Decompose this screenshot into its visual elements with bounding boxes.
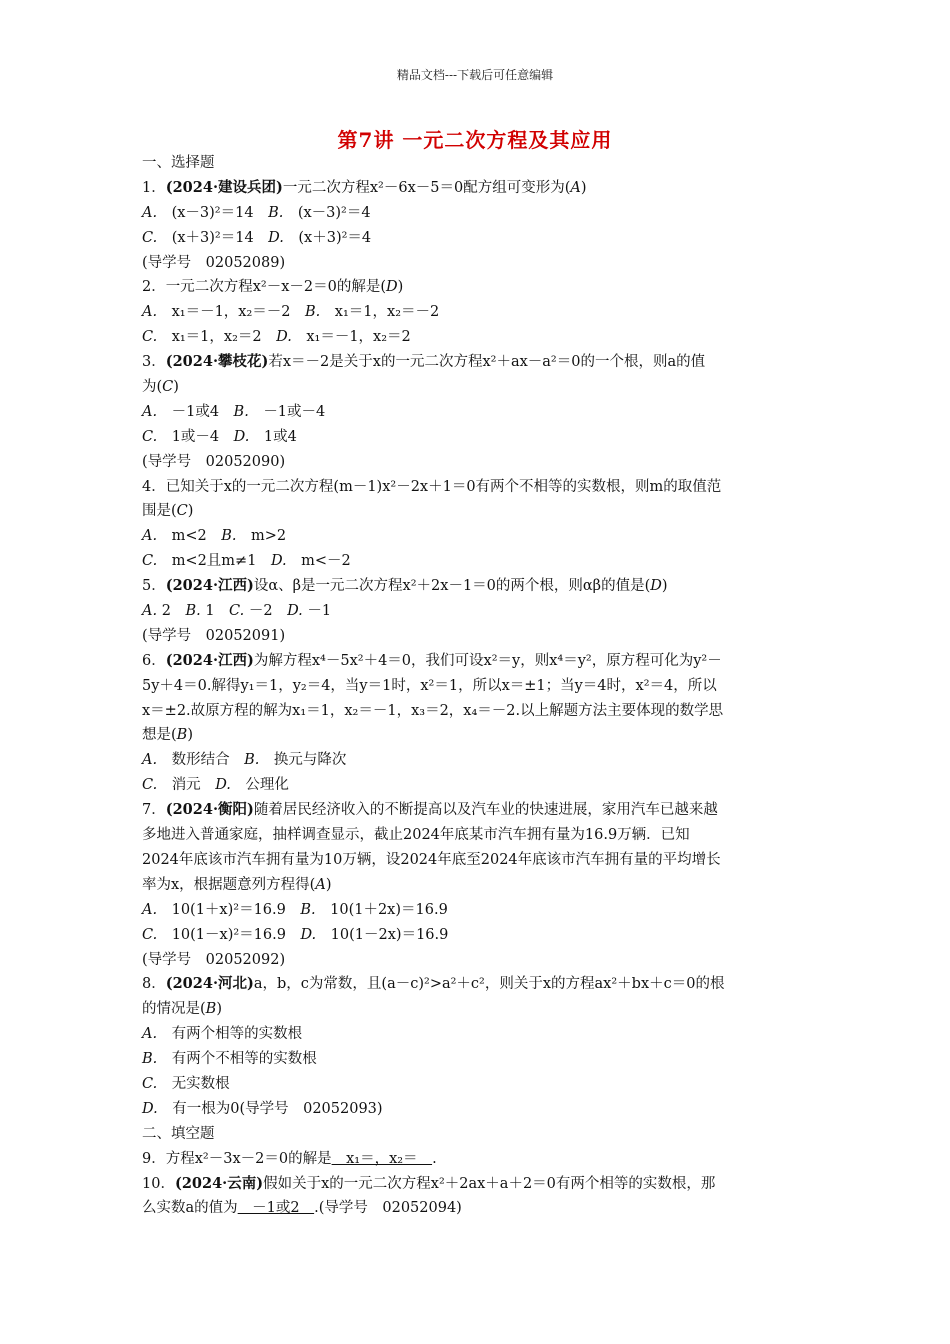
- question-6-line2: 5y＋4＝0.解得y₁＝1，y₂＝4，当y＝1时，x²＝1，所以x＝±1；当y＝4时，x²＝4，所以: [142, 677, 717, 694]
- q1-options-cd: [142, 226, 810, 251]
- q4-number: 4．: [142, 478, 166, 495]
- q1-option-b: (x－3)²＝4: [297, 204, 371, 221]
- q1-option-c: (x＋3)²＝14: [171, 229, 254, 246]
- question-2: [142, 275, 810, 300]
- q7-close: ): [325, 876, 332, 893]
- q5-option-b: 1: [205, 603, 215, 620]
- q10-answer-blank: －1或2: [237, 1200, 315, 1217]
- q2-number: 2．: [142, 279, 166, 296]
- option-label-d: D.: [287, 603, 303, 620]
- q8-option-c-line: [142, 1072, 810, 1097]
- q3-option-b: －1或－4: [263, 403, 326, 420]
- q8-option-a-line: [142, 1022, 810, 1047]
- q6-options-ab: [142, 748, 810, 773]
- q8-guide: (导学号 02052093): [239, 1100, 383, 1117]
- q3-options-ab: [142, 400, 810, 425]
- q5-option-a: 2: [161, 603, 171, 620]
- q1-guide: (导学号 02052089): [142, 254, 286, 271]
- q5-option-d: －1: [307, 603, 332, 620]
- q5-options: [142, 599, 810, 624]
- q8-option-b-line: [142, 1047, 810, 1072]
- q7-options-ab: [142, 898, 810, 923]
- q1-option-a: (x－3)²＝14: [171, 204, 254, 221]
- q6-option-d: 公理化: [245, 777, 289, 794]
- q3-guide: (导学号 02052090): [142, 453, 286, 470]
- q3-option-d: 1或4: [263, 428, 297, 445]
- option-label-a: A.: [142, 603, 158, 620]
- question-7-line4: [142, 873, 810, 898]
- option-label-d: D.: [215, 777, 231, 794]
- q4-options-cd: [142, 549, 810, 574]
- q3-text-cont: 为(: [142, 379, 163, 396]
- option-label-a: A.: [142, 1026, 158, 1043]
- q2-answer: D: [386, 279, 398, 296]
- option-label-d: D.: [142, 1100, 158, 1117]
- q6-number: 6．: [142, 652, 166, 669]
- question-7-line2: 多地进入普通家庭，抽样调查显示，截止2024年底某市汽车拥有量为16.9万辆．已知: [142, 827, 690, 844]
- q4-option-d: m<－2: [301, 553, 351, 570]
- q2-options-ab: [142, 300, 810, 325]
- option-label-c: C.: [229, 603, 245, 620]
- q6-options-cd: [142, 773, 810, 798]
- question-3-cont: [142, 375, 810, 400]
- question-4-cont: [142, 499, 810, 524]
- q4-option-c: m<2且m≠1: [171, 553, 257, 570]
- option-label-b: B.: [244, 752, 260, 769]
- option-label-c: C.: [142, 926, 158, 943]
- q8-option-c: 无实数根: [171, 1075, 230, 1092]
- option-label-c: C.: [142, 553, 158, 570]
- q3-source: (2024·攀枝花): [165, 353, 269, 371]
- option-label-d: D.: [233, 428, 250, 445]
- option-label-c: C.: [142, 329, 158, 346]
- q2-text: 一元二次方程x²－x－2＝0的解是(: [165, 279, 387, 296]
- q4-text: 已知关于x的一元二次方程(m－1)x²－2x＋1＝0有两个不相等的实数根，则m的取值范: [165, 478, 722, 495]
- q1-source: (2024·建设兵团): [165, 178, 283, 196]
- q3-options-cd: [142, 425, 810, 450]
- q7-answer: A: [315, 876, 326, 893]
- option-label-b: B.: [142, 1051, 158, 1068]
- option-label-c: C.: [142, 1075, 158, 1092]
- option-label-b: B.: [305, 304, 321, 321]
- question-3: [142, 350, 810, 375]
- q1-number: 1．: [142, 179, 166, 196]
- option-label-b: B.: [233, 403, 249, 420]
- q1-answer: A: [570, 179, 581, 196]
- q10-source: (2024·云南): [174, 1174, 264, 1192]
- q3-text: 若x＝－2是关于x的一元二次方程x²＋ax－a²＝0的一个根，则a的值: [268, 354, 706, 371]
- option-label-a: A.: [142, 304, 158, 321]
- option-label-a: A.: [142, 528, 158, 545]
- q9-text: 方程x²－3x－2＝0的解是: [165, 1150, 332, 1167]
- q7-option-a: 10(1＋x)²＝16.9: [171, 901, 286, 918]
- q5-number: 5．: [142, 578, 166, 595]
- q8-option-a: 有两个相等的实数根: [171, 1026, 303, 1043]
- question-8: [142, 972, 810, 997]
- q8-text-cont: 的情况是(: [142, 1001, 206, 1018]
- question-8-cont: [142, 997, 810, 1022]
- question-6-line3: x＝±2.故原方程的解为x₁＝1，x₂＝－1，x₃＝2，x₄＝－2.以上解题方法主要体现的数学思: [142, 702, 724, 719]
- q5-source: (2024·江西): [165, 577, 254, 595]
- q4-option-b: m>2: [250, 528, 287, 545]
- option-label-d: D.: [276, 329, 292, 346]
- q9-number: 9．: [142, 1150, 166, 1167]
- q3-answer: C: [162, 379, 174, 396]
- q1-option-d: (x＋3)²＝4: [298, 229, 372, 246]
- q4-answer: C: [176, 503, 188, 520]
- option-label-d: D.: [268, 229, 284, 246]
- worksheet-content: [142, 151, 810, 1221]
- q2-close: ): [397, 279, 404, 296]
- q4-option-a: m<2: [171, 528, 207, 545]
- q6-answer: B: [176, 727, 188, 744]
- q6-source: (2024·江西): [165, 651, 254, 669]
- q8-option-b: 有两个不相等的实数根: [171, 1051, 317, 1068]
- section-fill: 二、填空题: [142, 1125, 215, 1142]
- q5-answer: D: [650, 578, 662, 595]
- q1-text: 一元二次方程x²－6x－5＝0配方组可变形为(: [282, 179, 571, 196]
- q7-options-cd: [142, 923, 810, 948]
- option-label-b: B.: [268, 204, 284, 221]
- page-header: 精品文档---下载后可任意编辑: [396, 68, 554, 82]
- q10-text-cont: 么实数a的值为: [142, 1200, 238, 1217]
- q7-guide: (导学号 02052092): [142, 951, 286, 968]
- q2-option-d: x₁＝－1，x₂＝2: [306, 329, 411, 346]
- q5-guide: (导学号 02052091): [142, 627, 286, 644]
- q7-text: 随着居民经济收入的不断提高以及汽车业的快速进展，家用汽车已越来越: [253, 802, 718, 819]
- q10-number: 10．: [142, 1175, 175, 1192]
- option-label-d: D.: [300, 926, 317, 943]
- q2-option-c: x₁＝1，x₂＝2: [171, 329, 262, 346]
- q4-text-cont: 围是(: [142, 503, 177, 520]
- q1-close: ): [580, 179, 587, 196]
- q6-text-cont: 想是(: [142, 727, 177, 744]
- question-10-cont: [142, 1196, 810, 1221]
- question-7-line3: 2024年底该市汽车拥有量为10万辆，设2024年底至2024年底该市汽车拥有量的平均增长: [142, 851, 721, 868]
- q8-number: 8．: [142, 976, 166, 993]
- option-label-d: D.: [270, 553, 287, 570]
- q4-close: ): [187, 503, 194, 520]
- q6-option-b: 换元与降次: [273, 752, 347, 769]
- q4-options-ab: [142, 524, 810, 549]
- option-label-b: B.: [300, 901, 316, 918]
- q2-option-b: x₁＝1，x₂＝－2: [334, 304, 440, 321]
- q7-option-d: 10(1－2x)＝16.9: [330, 926, 449, 943]
- q9-answer-blank: x₁＝，x₂＝: [331, 1150, 433, 1167]
- question-4: [142, 475, 810, 500]
- question-7: [142, 798, 810, 823]
- q7-option-c: 10(1－x)²＝16.9: [171, 926, 286, 943]
- q9-end: .: [432, 1150, 437, 1167]
- option-label-c: C.: [142, 229, 158, 246]
- option-label-b: B.: [221, 528, 237, 545]
- question-5: [142, 574, 810, 599]
- q3-close: ): [173, 379, 179, 396]
- option-label-c: C.: [142, 777, 158, 794]
- q7-option-b: 10(1＋2x)＝16.9: [330, 901, 448, 918]
- question-9: [142, 1147, 810, 1172]
- q6-text: 为解方程x⁴－5x²＋4＝0，我们可设x²＝y，则x⁴＝y²，原方程可化为y²－: [253, 652, 722, 669]
- q7-number: 7．: [142, 802, 166, 819]
- q8-answer: B: [205, 1001, 217, 1018]
- question-6: [142, 649, 810, 674]
- q8-text: a，b，c为常数，且(a－c)²>a²＋c²，则关于x的方程ax²＋bx＋c＝0的根: [253, 976, 725, 993]
- option-label-c: C.: [142, 428, 158, 445]
- question-1: [142, 176, 810, 201]
- q10-end: .(导学号 02052094): [314, 1200, 462, 1217]
- q5-close: ): [661, 578, 668, 595]
- q3-number: 3．: [142, 354, 166, 371]
- option-label-a: A.: [142, 204, 158, 221]
- q3-option-a: －1或4: [171, 403, 220, 420]
- q2-options-cd: [142, 325, 810, 350]
- q7-text-cont: 率为x，根据题意列方程得(: [142, 876, 316, 893]
- q3-option-c: 1或－4: [171, 428, 220, 445]
- option-label-a: A.: [142, 403, 158, 420]
- q6-close: ): [187, 727, 193, 744]
- q1-options-ab: [142, 201, 810, 226]
- section-choice: 一、选择题: [142, 155, 215, 171]
- q8-close: ): [216, 1001, 222, 1018]
- option-label-a: A.: [142, 901, 158, 918]
- option-label-a: A.: [142, 752, 158, 769]
- q2-option-a: x₁＝－1，x₂＝－2: [171, 304, 291, 321]
- q5-text: 设α、β是一元二次方程x²＋2x－1＝0的两个根，则αβ的值是(: [253, 578, 651, 595]
- q6-option-a: 数形结合: [171, 752, 230, 769]
- question-10: [142, 1172, 810, 1197]
- q5-option-c: －2: [248, 603, 273, 620]
- q8-source: (2024·河北): [165, 975, 254, 993]
- q6-option-c: 消元: [171, 777, 201, 794]
- option-label-b: B.: [185, 603, 201, 620]
- q8-option-d-line: [142, 1097, 810, 1122]
- q10-text: 假如关于x的一元二次方程x²＋2ax＋a＋2＝0有两个相等的实数根，那: [263, 1175, 716, 1192]
- question-6-line4: [142, 723, 810, 748]
- page-title: 第7讲 一元二次方程及其应用: [337, 128, 613, 152]
- q8-option-d: 有一根为0: [172, 1100, 240, 1117]
- q7-source: (2024·衡阳): [165, 801, 254, 819]
